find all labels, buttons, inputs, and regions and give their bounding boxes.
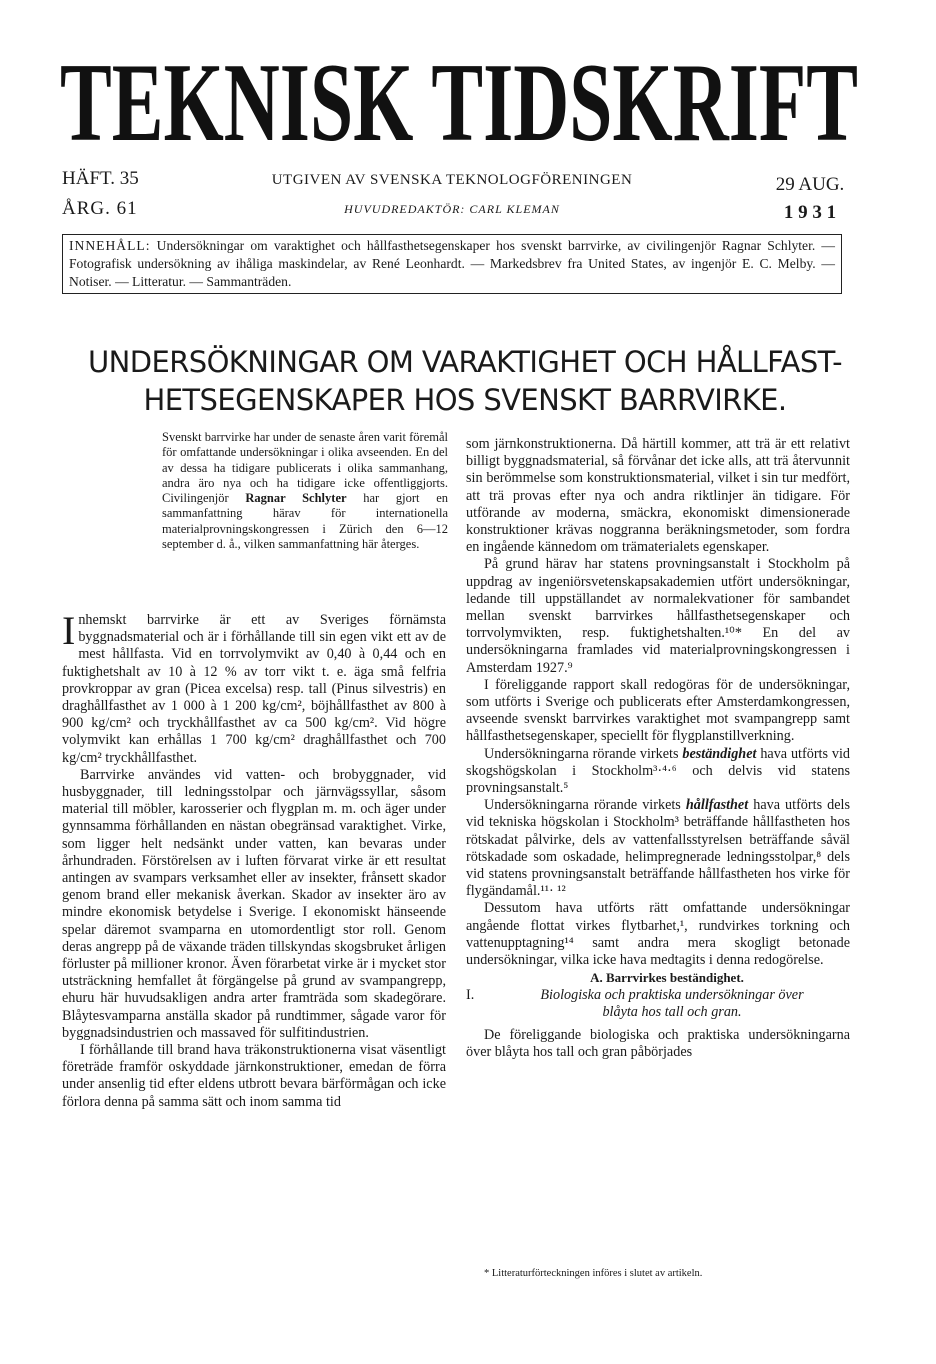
paragraph: Dessutom hava utförts rätt omfattande undersökningar angående flottat virkes flytbarhet,¹, rundvirkes torkning och vattenupptagning¹⁴ samt andra mera skogligt betonade undersökningar, vilka icke hava medtagits i denna redogörelse. bbox=[466, 900, 850, 969]
article-title-line1: UNDERSÖKNINGAR OM VARAKTIGHET OCH HÅLLFAST- bbox=[88, 345, 842, 379]
section-heading: A. Barrvirkes beständighet. bbox=[590, 970, 744, 986]
issue-number: HÄFT. 35 bbox=[62, 168, 139, 189]
masthead bbox=[60, 48, 860, 158]
paragraph: som järnkonstruktionerna. Då härtill kommer, att trä är ett relativt billigt byggnadsmaterial, så förvånar det icke alls, att trä återvunnit sin berömmelse som konstruktionsmaterial, vilket i sin tur medfört, att trä provas efter nya och andra riktlinjer än tidigare. För utförande av moderna, smäckra, ekonomiskt dimensionerade konstruktioner krävas noggranna beräkningsmetoder, som fordra en ingående kännedom om trämaterialets egenskaper. bbox=[466, 436, 850, 556]
subsection-number: I. bbox=[466, 986, 475, 1003]
subsection-title-line2: blåyta hos tall och gran. bbox=[602, 1003, 742, 1020]
paragraph: I föreliggande rapport skall redogöras för de undersökningar, som utförts i Sverige och publicerats efter Amsterdamkongressen, avseende svenskt barrvirkes varaktighet mot svampangrepp samt hållfasthetsegenskaper, speciellt för flygplanstillverkning. bbox=[466, 676, 850, 745]
paragraph-text: Undersökningarna rörande virkets bbox=[484, 797, 686, 814]
contents-box bbox=[62, 234, 842, 294]
editor-line: HUVUDREDAKTÖR: CARL KLEMAN bbox=[344, 202, 560, 216]
volume-number: ÅRG. 61 bbox=[62, 198, 138, 219]
issue-year: 1 9 3 1 bbox=[783, 202, 837, 223]
paragraph: De föreliggande biologiska och praktiska undersökningarna över blåyta hos tall och gran påbörjades bbox=[466, 1026, 850, 1061]
abstract-author: Ragnar Schlyter bbox=[245, 491, 347, 506]
paragraph-text: Undersökningarna rörande virkets bbox=[484, 745, 683, 762]
paragraph-text: hava utförts dels vid tekniska högskolan i Stockholm³ beträffande hållfastheten hos rötskadat pålvirke, dels av vattenfallsstyrelsen beträffande såväl rötskadade som oskadade, helimpregnerade ledningsstolpar,⁸ dels vid statens provningsanstalt beträffande hållfastheten hos virke för flygändamål.¹¹· ¹² bbox=[466, 797, 850, 900]
paragraph bbox=[466, 797, 850, 900]
left-column bbox=[62, 608, 446, 1111]
right-column bbox=[466, 436, 850, 1061]
contents-text: Undersökningar om varaktighet och hållfasthetsegenskaper hos svenskt barrvirke, av civilingenjör Ragnar Schlyter. — Fotografisk undersökning av ihåliga maskindelar, av René Leonhardt. — Markedsbrev fra United States, av ingenjör E. C. Melby. — Notiser. — Litteratur. — Sammanträden. bbox=[69, 238, 835, 289]
emphasis: hållfasthet bbox=[685, 797, 749, 814]
paragraph bbox=[466, 746, 850, 798]
paragraph-text: hava utförts vid skogshögskolan i Stockholm³·⁴·⁶ och delvis vid statens provningsanstalt.⁵ bbox=[466, 745, 850, 797]
drop-cap: I bbox=[62, 608, 76, 653]
subsection-title bbox=[494, 987, 850, 1021]
article-abstract bbox=[162, 430, 448, 552]
emphasis: beständighet bbox=[682, 745, 757, 762]
paragraph-text: nhemskt barrvirke är ett av Sveriges förnämsta byggnadsmaterial och är i förhållande till sin egen vikt ett av de mest hållfasta. Vid en torrvolymvikt av 0,40 à 0,44 och en fuktighetshalt av 10 à 12 % av torr vikt t. e. äga små felfria provkroppar av gran (Picea excelsa) resp. tall (Pinus silvestris) en draghållfasthet av 1 000 à 1 200 kg/cm², böjhållfasthet av 800 à 900 kg/cm² och tryckhållfasthet av ca 500 kg/cm². Vid högre volymvikt kan erhållas 1 700 kg/cm² draghållfasthet och 700 kg/cm² tryckhållfasthet. bbox=[62, 612, 446, 766]
abstract-text: Svenskt barrvirke har under de senaste åren varit föremål för omfattande undersökningar i olika avseenden. En del av dessa ha tidigare publicerats i olika sammanhang, andra äro nya och ha tidigare icke offentliggjorts. Civilingenjör bbox=[162, 430, 448, 506]
issue-date: 29 AUG. bbox=[775, 174, 845, 195]
masthead-logo bbox=[60, 48, 860, 158]
article-title bbox=[40, 343, 890, 419]
masthead-title: TEKNISK TIDSKRIFT bbox=[60, 48, 858, 158]
abstract-text-end: har gjort en sammanfattning härav för internationella materialprovningskongressen i Zürich den 6—12 september d. å., vilken sammanfattning här återges. bbox=[162, 491, 448, 552]
contents-label: INNEHÅLL: bbox=[69, 238, 151, 253]
subsection-title-line1: Biologiska och praktiska undersökningar över bbox=[540, 986, 804, 1003]
paragraph: Barrvirke användes vid vatten- och brobyggnader, vid husbyggnader, till ledningsstolpar och järnvägssyllar, såsom material till möbler, karosserier och flygplan m. m. och äger under gynnsamma förhållanden en nästan obegränsad varaktighet. Virke, som ligger helt nedsänkt under vatten, kan bevaras under århundraden. Förstörelsen av i luften förvarat virke är ett resultat antingen av svampars verksamhet eller av insekter, frånsett skador genom brand eller mekanisk åverkan. Skador av insekter äro av mindre ekonomisk betydelse i Sverige. I ekonomiskt hänseende spelar däremot svamparna en utomordentligt stor roll. Genom deras angrepp på de växande träden tillskyndas skogsbruket årligen förluster på millioner kronor. Även förarbetat virke är i mycket stor utsträckning hemfallet åt förgängelse på grund av svampangrepp, ehuru här huvudsakligen andra arter framträda som skadegörare. Blåytesvamparna anställa skador på rundtimmer, sågade varor för byggnadsindustrien och massaved för sulfitindustrien. bbox=[62, 766, 446, 1041]
paragraph bbox=[62, 608, 446, 767]
subsection-heading bbox=[466, 987, 850, 1021]
article-title-line2: HETSEGENSKAPER HOS SVENSKT BARRVIRKE. bbox=[143, 383, 787, 417]
publisher-line: UTGIVEN AV SVENSKA TEKNOLOGFÖRENINGEN bbox=[271, 172, 633, 188]
paragraph: På grund härav har statens provningsanstalt i Stockholm på uppdrag av ingeniörsvetenskapsakademien utfört undersökningar, ledande till uppställandet av normalekvationer för sambandet mellan svenskt barrvirkes hållfasthetsegenskaper och torrvolymvikten, resp. fuktighetshalten.¹⁰* En del av undersökningarna framlades vid materialprovningskongressen i Amsterdam 1927.⁹ bbox=[466, 556, 850, 676]
paragraph: I förhållande till brand hava träkonstruktionerna visat väsentligt företräde framför oskyddade järnkonstruktioner, emedan de förra under ansenlig tid efter eldens utbrott bevara bärförmågan och icke förlora denna på samma sätt och inom samma tid bbox=[62, 1042, 446, 1110]
footnote: * Litteraturförteckningen införes i slutet av artikeln. bbox=[484, 1268, 703, 1279]
